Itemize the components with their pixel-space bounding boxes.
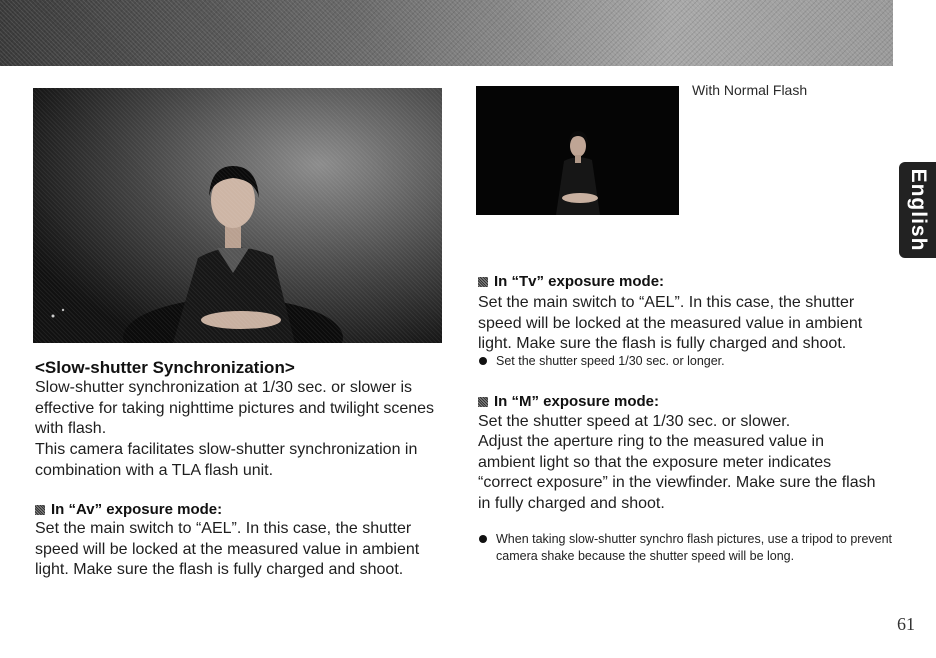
tv-mode-note xyxy=(478,353,896,370)
square-bullet-icon xyxy=(478,397,488,407)
slow-sync-photo xyxy=(33,88,442,343)
m-mode-body-speed: Set the shutter speed at 1/30 sec. or slower. xyxy=(478,413,791,430)
av-mode-heading xyxy=(35,501,222,518)
person-figure-large xyxy=(33,88,442,343)
bullet-dot-icon xyxy=(479,535,487,543)
tv-mode-note-text: Set the shutter speed 1/30 sec. or longer. xyxy=(496,354,725,368)
square-bullet-icon xyxy=(35,505,45,515)
tv-mode-heading-text: In “Tv” exposure mode: xyxy=(494,273,665,290)
tripod-note-text: When taking slow-shutter synchro flash pictures, use a tripod to prevent camera shake because the shutter speed will be long. xyxy=(496,532,893,563)
bullet-dot-icon xyxy=(479,357,487,365)
language-tab xyxy=(899,162,936,258)
av-mode-heading-text: In “Av” exposure mode: xyxy=(51,501,223,518)
m-mode-heading xyxy=(478,393,659,410)
photo-caption: With Normal Flash xyxy=(692,82,808,98)
page-number: 61 xyxy=(897,614,915,634)
av-mode-body: Set the main switch to “AEL”. In this case, the shutter speed will be locked at the measured value in ambient light. Make sure the flash is fully charged and shoot. xyxy=(35,520,420,578)
header-band xyxy=(0,0,893,66)
tripod-note xyxy=(478,531,906,565)
m-mode-body-aperture: Adjust the aperture ring to the measured value in ambient light so that the exposure meter indicates “correct exposure” in the viewfinder. Make sure the flash in fully charged and shoot. xyxy=(478,433,876,512)
normal-flash-photo xyxy=(476,86,679,215)
tv-mode-heading xyxy=(478,273,664,290)
person-figure-small xyxy=(476,86,679,215)
section-title: <Slow-shutter Synchronization> xyxy=(35,358,295,377)
language-tab-label: English xyxy=(906,168,930,252)
intro-paragraph-tla: This camera facilitates slow-shutter synchronization in combination with a TLA flash unit. xyxy=(35,441,418,479)
m-mode-heading-text: In “M” exposure mode: xyxy=(494,393,660,410)
intro-paragraph: Slow-shutter synchronization at 1/30 sec. or slower is effective for taking nighttime pictures and twilight scenes with flash. xyxy=(35,379,435,437)
square-bullet-icon xyxy=(478,277,488,287)
tv-mode-body: Set the main switch to “AEL”. In this case, the shutter speed will be locked at the measured value in ambient light. Make sure the flash is fully charged and shoot. xyxy=(478,294,863,352)
